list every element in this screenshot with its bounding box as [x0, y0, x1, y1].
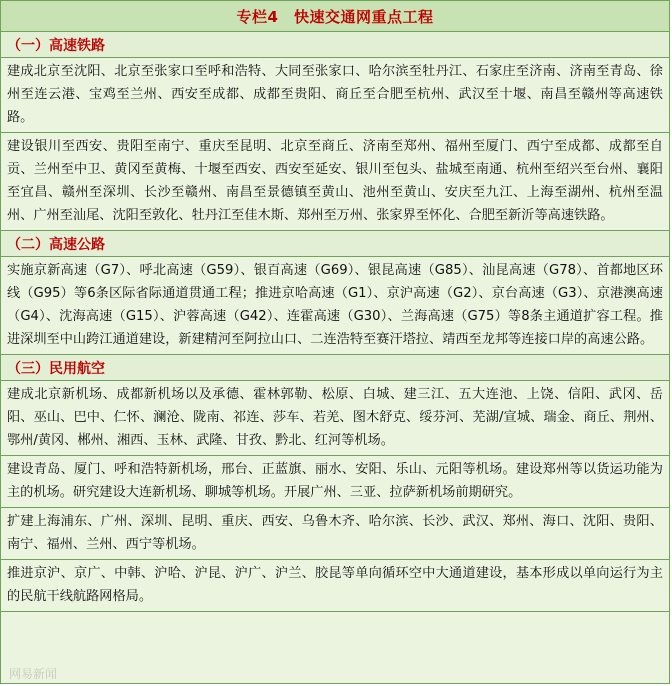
rail-completed-paragraph: 建成北京至沈阳、北京至张家口至呼和浩特、大同至张家口、哈尔滨至牡丹江、石家庄至济南、济南至青岛、徐州至连云港、宝鸡至兰州、西安至成都、成都至贵阳、商丘至合肥至杭州、武汉至十堰、南昌至赣州等高速铁路。 [1, 58, 669, 133]
section-heading-expressway [1, 231, 669, 257]
aviation-airway-paragraph: 推进京沪、京广、中韩、沪哈、沪昆、沪广、沪兰、胶昆等单向循环空中大通道建设，基本形成以单向运行为主的民航干线航路网格局。 [1, 560, 669, 612]
expressway-paragraph: 实施京新高速（G7）、呼北高速（G59）、银百高速（G69）、银昆高速（G85）、汕昆高速（G78）、首都地区环线（G95）等6条区际省际通道贯通工程；推进京哈高速（G1）、京沪高速（G2）、京台高速（G3）、京港澳高速（G4）、沈海高速（G15）、沪蓉高速（G42）、连霍高速（G30）、兰海高速（G75）等8条主通道扩容工程。推进深圳至中山跨江通道建设，新建精河至阿拉山口、二连浩特至赛汗塔拉、靖西至龙邦等连接口岸的高速公路。 [1, 257, 669, 355]
section-heading-text: （一）高速铁路 [7, 37, 105, 54]
table-title: 专栏4 快速交通网重点工程 [236, 7, 434, 26]
section-heading-text: （三）民用航空 [7, 360, 105, 377]
table-title-row [1, 1, 669, 32]
rail-construction-paragraph: 建设银川至西安、贵阳至南宁、重庆至昆明、北京至商丘、济南至郑州、福州至厦门、西宁至成都、成都至自贡、兰州至中卫、黄冈至黄梅、十堰至西安、西安至延安、银川至包头、盐城至南通、杭州至绍兴至台州、襄阳至宜昌、赣州至深圳、长沙至赣州、南昌至景德镇至黄山、池州至黄山、安庆至九江、上海至湖州、杭州至温州、广州至汕尾、沈阳至敦化、牡丹江至佳木斯、郑州至万州、张家界至怀化、合肥至新沂等高速铁路。 [1, 133, 669, 231]
section-heading-high-speed-rail [1, 32, 669, 58]
watermark: 网易新闻 [9, 667, 58, 681]
section-heading-text: （二）高速公路 [7, 236, 105, 253]
aviation-construction-paragraph: 建设青岛、厦门、呼和浩特新机场，邢台、正蓝旗、丽水、安阳、乐山、元阳等机场。建设郑州等以货运功能为主的机场。研究建设大连新机场、聊城等机场。开展广州、三亚、拉萨新机场前期研究。 [1, 456, 669, 508]
section-heading-civil-aviation [1, 355, 669, 381]
aviation-expansion-paragraph: 扩建上海浦东、广州、深圳、昆明、重庆、西安、乌鲁木齐、哈尔滨、长沙、武汉、郑州、海口、沈阳、贵阳、南宁、福州、兰州、西宁等机场。 [1, 508, 669, 560]
aviation-completed-paragraph: 建成北京新机场、成都新机场以及承德、霍林郭勒、松原、白城、建三江、五大连池、上饶、信阳、武冈、岳阳、巫山、巴中、仁怀、澜沧、陇南、祁连、莎车、若羌、图木舒克、绥芬河、芜湖/宣城、瑞金、商丘、荆州、鄂州/黄冈、郴州、湘西、玉林、武隆、甘孜、黔北、红河等机场。 [1, 381, 669, 456]
